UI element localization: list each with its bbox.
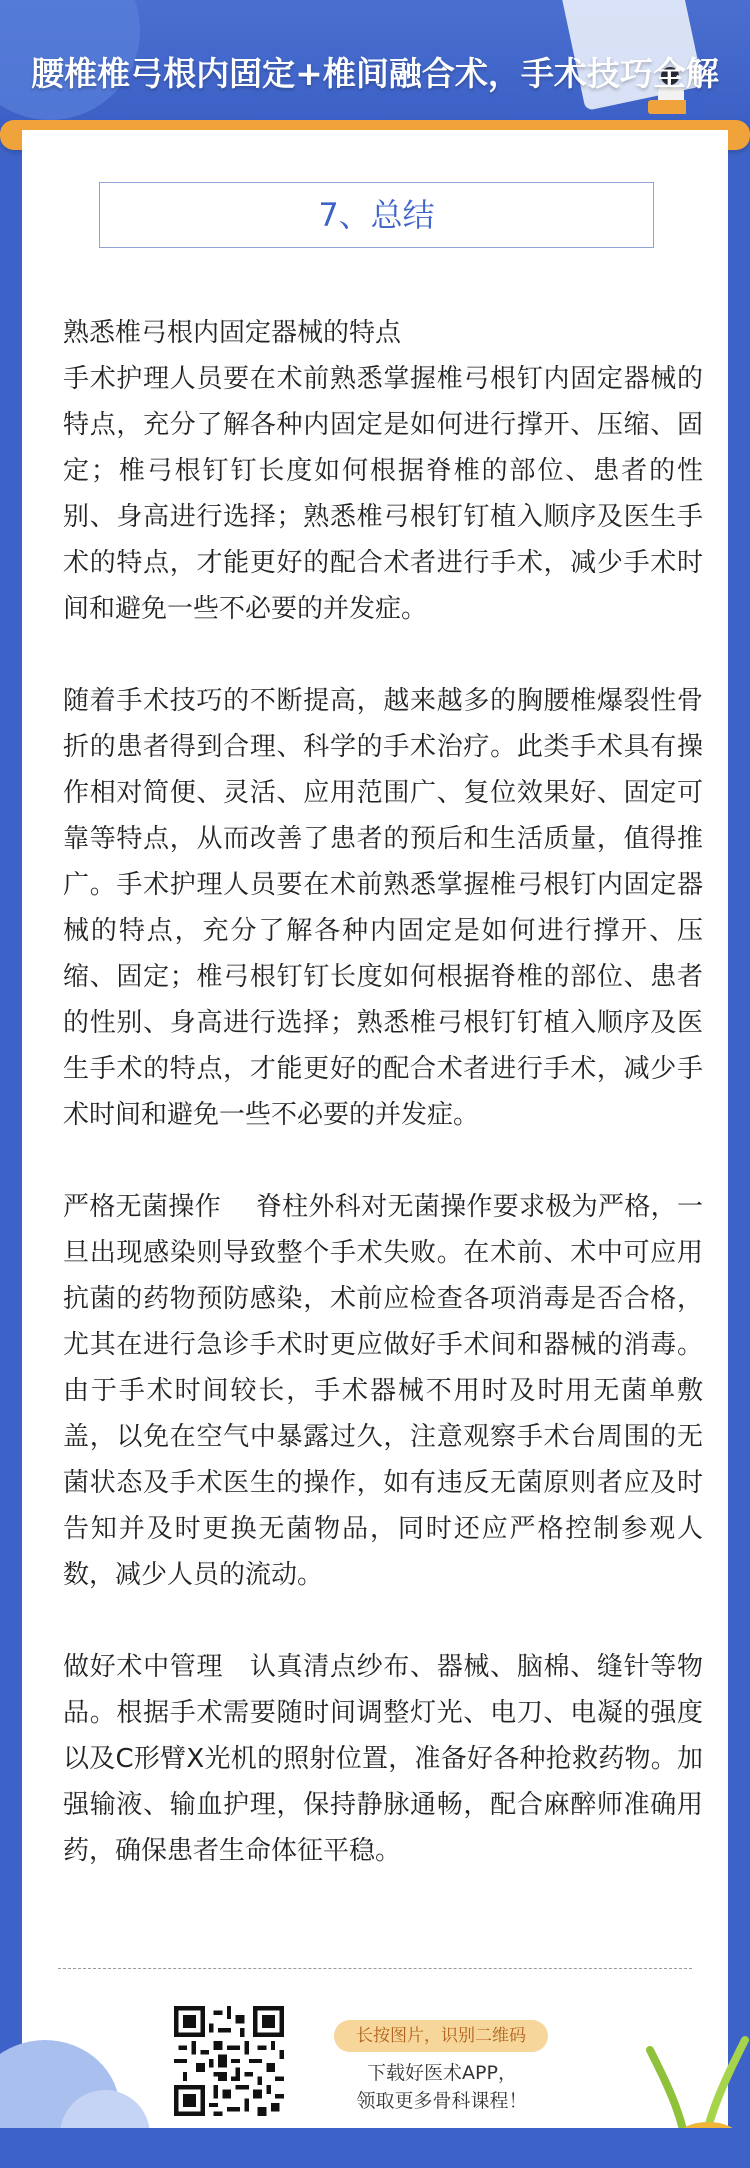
paragraph-2: 随着手术技巧的不断提高，越来越多的胸腰椎爆裂性骨折的患者得到合理、科学的手术治疗。此类手术具有操作相对简便、灵活、应用范围广、复位效果好、固定可靠等特点，从而改善了患者的预后和生活质量，值得推广。手术护理人员要在术前熟悉掌握椎弓根钉内固定器械的特点，充分了解各种内固定是如何进行撑开、压缩、固定；椎弓根钉钉长度如何根据脊椎的部位、患者的性别、身高进行选择；熟悉椎弓根钉钉植入顺序及医生手术的特点，才能更好的配合术者进行手术，减少手术时间和避免一些不必要的并发症。 xyxy=(63,686,703,1130)
footer-divider xyxy=(58,1968,692,1969)
page-title: 腰椎椎弓根内固定+椎间融合术，手术技巧全解 xyxy=(31,54,719,93)
paragraph-1: 熟悉椎弓根内固定器械的特点 手术护理人员要在术前熟悉掌握椎弓根钉内固定器械的特点，充分了解各种内固定是如何进行撑开、压缩、固定；椎弓根钉钉长度如何根据脊椎的部位、患者的性别、身高进行选择；熟悉椎弓根钉钉植入顺序及医生手术的特点，才能更好的配合术者进行手术，减少手术时间和避免一些不必要的并发症。 xyxy=(63,318,703,624)
get-courses-text: 领取更多骨科课程！ xyxy=(356,2090,528,2112)
scan-qr-badge: 长按图片，识别二维码 xyxy=(334,2020,548,2052)
qr-code-icon[interactable] xyxy=(174,2006,284,2116)
header-banner xyxy=(0,0,750,140)
download-app-text: 下载好医术APP， xyxy=(367,2062,517,2084)
section-title: 7、总结 xyxy=(99,182,654,248)
article-body xyxy=(63,310,703,1920)
content-card xyxy=(22,130,728,2150)
paragraph-3: 严格无菌操作 脊柱外科对无菌操作要求极为严格，一旦出现感染则导致整个手术失败。在术前、术中可应用抗菌的药物预防感染，术前应检查各项消毒是否合格，尤其在进行急诊手术时更应做好手术间和器械的消毒。由于手术时间较长，手术器械不用时及时用无菌单敷盖，以免在空气中暴露过久，注意观察手术台周围的无菌状态及手术医生的操作，如有违反无菌原则者应及时告知并及时更换无菌物品，同时还应严格控制参观人数，减少人员的流动。 xyxy=(63,1192,703,1590)
paragraph-4: 做好术中管理 认真清点纱布、器械、脑棉、缝针等物品。根据手术需要随时间调整灯光、电刀、电凝的强度以及C形臂X光机的照射位置，准备好各种抢救药物。加强输液、输血护理，保持静脉通畅，配合麻醉师准确用药，确保患者生命体征平稳。 xyxy=(63,1652,703,1866)
footer-bar xyxy=(0,2128,750,2168)
